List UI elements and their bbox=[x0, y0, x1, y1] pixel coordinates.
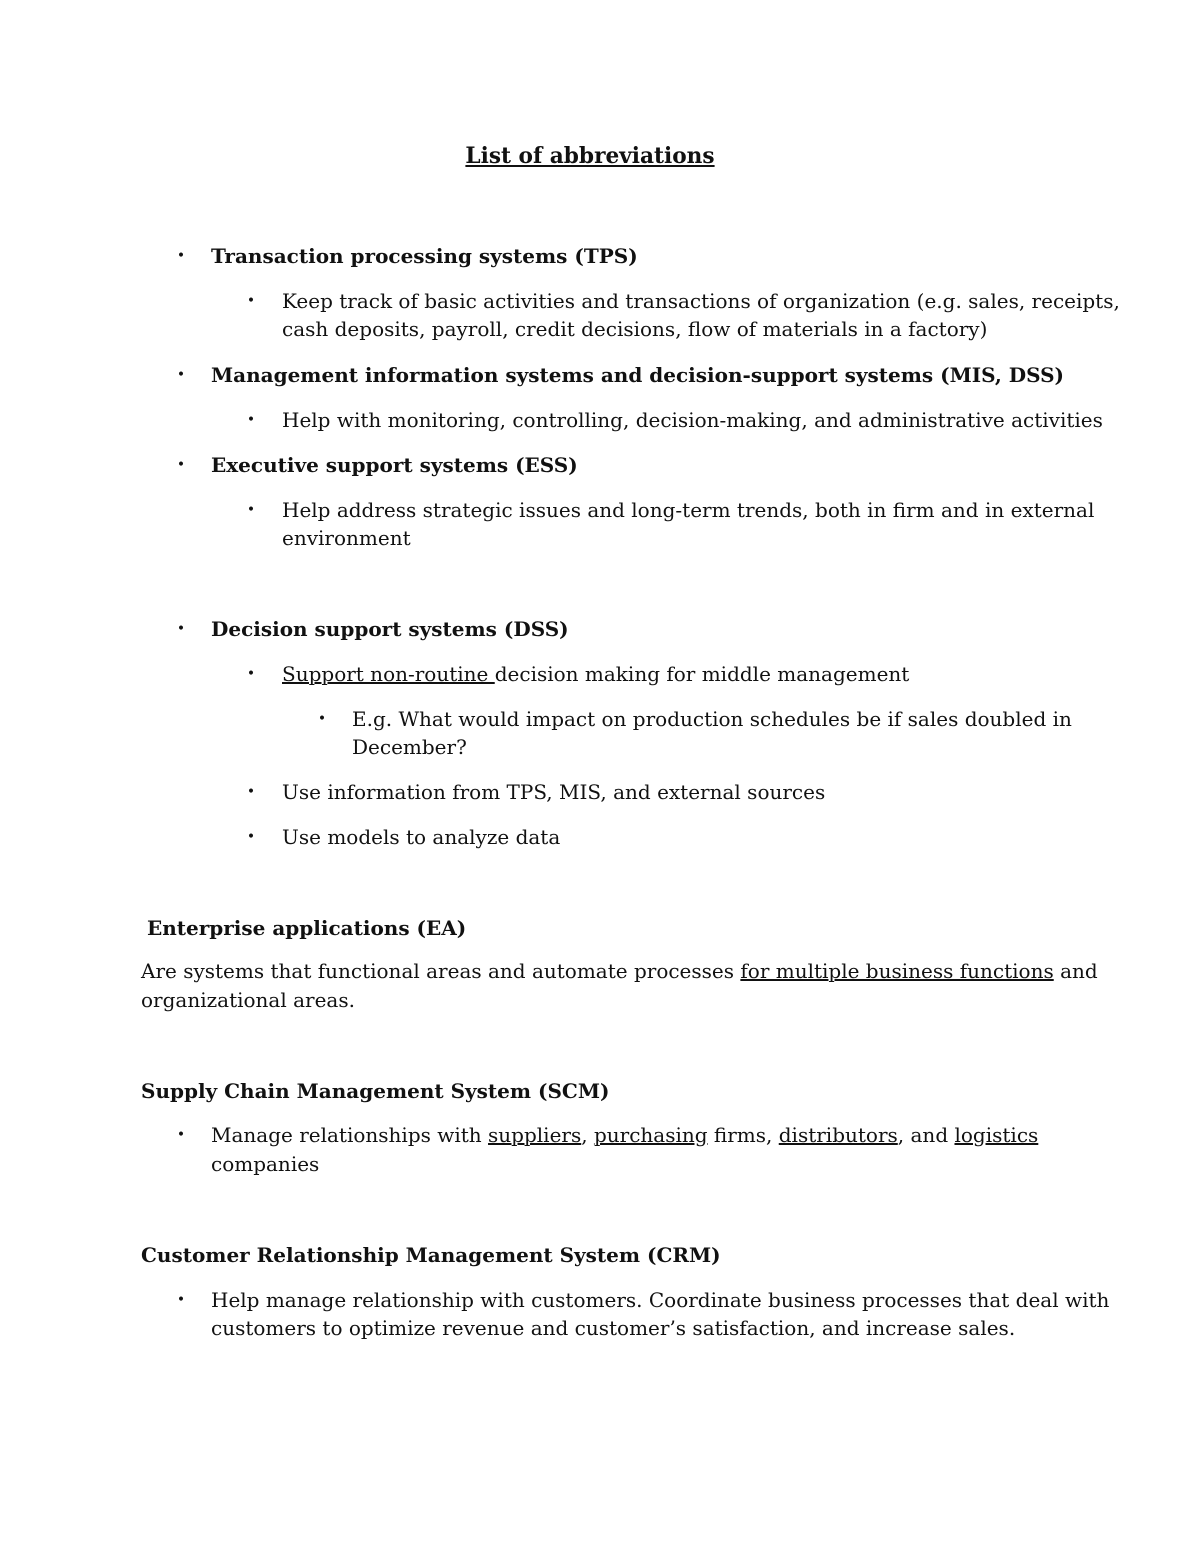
ess-heading: Executive support systems (ESS) bbox=[211, 453, 578, 477]
bullet-dss-item3: • bbox=[246, 829, 256, 845]
ess-desc-line1: Help address strategic issues and long-term trends, both in firm and in external bbox=[282, 498, 1095, 522]
tps-desc-line1: Keep track of basic activities and transactions of organization (e.g. sales, receipts, bbox=[282, 289, 1120, 313]
scm-text3: firms, bbox=[707, 1123, 779, 1147]
ea-heading: Enterprise applications (EA) bbox=[147, 916, 467, 940]
bullet-dss: • bbox=[176, 621, 186, 637]
ea-para-part1: Are systems that functional areas and automate processes bbox=[141, 959, 741, 983]
bullet-mis-desc: • bbox=[246, 412, 256, 428]
bullet-ess-desc: • bbox=[246, 502, 256, 518]
bullet-crm: • bbox=[176, 1292, 186, 1308]
scm-heading: Supply Chain Management System (SCM) bbox=[141, 1079, 610, 1103]
scm-line2: companies bbox=[211, 1152, 320, 1176]
dss-heading: Decision support systems (DSS) bbox=[211, 617, 569, 641]
crm-heading: Customer Relationship Management System (CRM) bbox=[141, 1243, 721, 1267]
tps-desc-line2: cash deposits, payroll, credit decisions, flow of materials in a factory) bbox=[282, 317, 988, 341]
bullet-dss-example: • bbox=[317, 711, 327, 727]
dss-item1 bbox=[282, 660, 909, 688]
bullet-dss-item2: • bbox=[246, 784, 256, 800]
crm-line1: Help manage relationship with customers. Coordinate business processes that deal with bbox=[211, 1288, 1110, 1312]
bullet-tps: • bbox=[176, 248, 186, 264]
bullet-scm: • bbox=[176, 1127, 186, 1143]
scm-logistics: logistics bbox=[954, 1123, 1039, 1147]
ea-para-line2: organizational areas. bbox=[141, 988, 355, 1012]
bullet-dss-item1: • bbox=[246, 666, 256, 682]
bullet-ess: • bbox=[176, 457, 186, 473]
scm-suppliers: suppliers bbox=[488, 1123, 582, 1147]
scm-distributors: distributors bbox=[778, 1123, 898, 1147]
ea-para-underlined: for multiple business functions bbox=[740, 959, 1054, 983]
dss-item1-underlined: Support non-routine bbox=[282, 662, 495, 686]
scm-text4: , and bbox=[897, 1123, 955, 1147]
scm-line1 bbox=[211, 1121, 1038, 1149]
page-title: List of abbreviations bbox=[465, 143, 715, 169]
scm-purchasing: purchasing bbox=[593, 1123, 708, 1147]
bullet-tps-desc: • bbox=[246, 293, 256, 309]
dss-item3: Use models to analyze data bbox=[282, 825, 561, 849]
mis-heading: Management information systems and decision-support systems (MIS, DSS) bbox=[211, 363, 1065, 387]
dss-example-line1: E.g. What would impact on production schedules be if sales doubled in bbox=[352, 707, 1072, 731]
crm-line2: customers to optimize revenue and customer’s satisfaction, and increase sales. bbox=[211, 1316, 1016, 1340]
dss-item1-rest: decision making for middle management bbox=[494, 662, 910, 686]
tps-heading: Transaction processing systems (TPS) bbox=[211, 244, 638, 268]
dss-item2: Use information from TPS, MIS, and external sources bbox=[282, 780, 826, 804]
dss-example-line2: December? bbox=[352, 735, 467, 759]
mis-desc: Help with monitoring, controlling, decision-making, and administrative activities bbox=[282, 408, 1103, 432]
ess-desc-line2: environment bbox=[282, 526, 411, 550]
scm-text1: Manage relationships with bbox=[211, 1123, 489, 1147]
ea-para-part2: and bbox=[1053, 959, 1098, 983]
scm-text2: , bbox=[581, 1123, 594, 1147]
ea-para-line1 bbox=[141, 957, 1098, 985]
bullet-mis: • bbox=[176, 367, 186, 383]
